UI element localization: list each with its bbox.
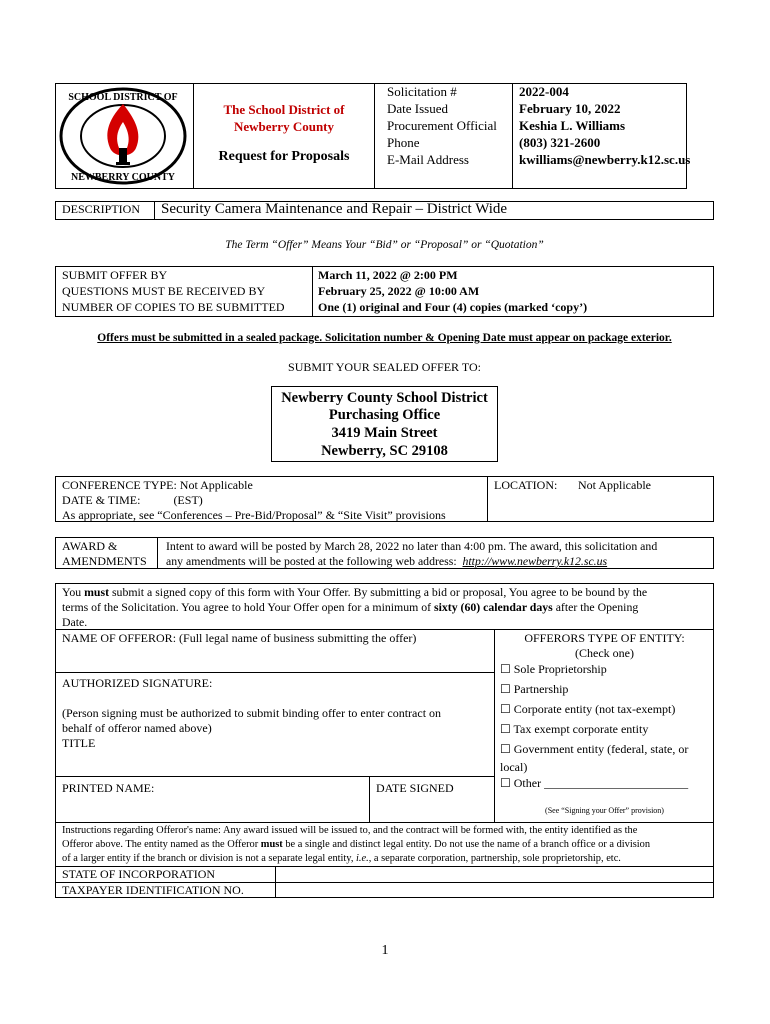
conference-note: As appropriate, see “Conferences – Pre-Bid/Proposal” & “Site Visit” provisions xyxy=(62,508,446,522)
field-value-solicitation: 2022-004 xyxy=(519,84,569,99)
entity-title: OFFERORS TYPE OF ENTITY: xyxy=(524,631,685,645)
entity-option-corporate[interactable]: ☐ Corporate entity (not tax-exempt) xyxy=(500,702,676,716)
award-url-link[interactable]: http://www.newberry.k12.sc.us xyxy=(462,554,608,568)
location-label: LOCATION: xyxy=(494,478,558,492)
field-value-phone: (803) 321-2600 xyxy=(519,135,601,150)
title-field[interactable] xyxy=(56,752,493,775)
district-name-line2: Newberry County xyxy=(233,119,334,134)
submit-to-heading: SUBMIT YOUR SEALED OFFER TO: xyxy=(288,360,481,374)
signing-note-line2: behalf of offeror named above) xyxy=(62,721,212,735)
offeror-name-field[interactable] xyxy=(56,648,493,671)
submit-offer-label: SUBMIT OFFER BY xyxy=(62,268,168,282)
field-label-procurement: Procurement Official xyxy=(387,118,497,133)
questions-value: February 25, 2022 @ 10:00 AM xyxy=(318,284,480,298)
state-of-incorporation-field[interactable] xyxy=(276,867,713,882)
award-text-2: any amendments will be posted at the following web address: http://www.newberry.k12.sc.us xyxy=(166,554,608,568)
offer-paragraph-line2: terms of the Solicitation. You agree to hold Your Offer open for a minimum of sixty (60) calendar days after the Opening xyxy=(62,600,639,614)
field-label-email: E-Mail Address xyxy=(387,152,469,167)
copies-value: One (1) original and Four (4) copies (marked ‘copy’) xyxy=(318,300,588,314)
field-value-procurement: Keshia L. Williams xyxy=(519,118,626,133)
questions-label: QUESTIONS MUST BE RECEIVED BY xyxy=(62,284,266,298)
conference-type: CONFERENCE TYPE: Not Applicable xyxy=(62,478,253,492)
description-value: Security Camera Maintenance and Repair – District Wide xyxy=(161,201,508,217)
sealed-notice: Offers must be submitted in a sealed package. Solicitation number & Opening Date must appear on package exterior. xyxy=(97,332,672,344)
entity-option-sole-proprietorship[interactable]: ☐ Sole Proprietorship xyxy=(500,662,607,676)
address-line2: Purchasing Office xyxy=(328,407,441,423)
instructions-line2: Offeror above. The entity named as the Offeror must be a single and distinct legal entity. Do not use the name of a branch office or a division xyxy=(62,839,651,850)
state-of-incorporation-label: STATE OF INCORPORATION xyxy=(62,867,216,881)
taxpayer-id-label: TAXPAYER IDENTIFICATION NO. xyxy=(62,883,244,897)
field-label-date-issued: Date Issued xyxy=(387,101,449,116)
address-line1: Newberry County School District xyxy=(281,390,488,406)
award-label-1: AWARD & xyxy=(62,539,118,553)
date-signed-field[interactable] xyxy=(370,797,493,821)
submit-offer-value: March 11, 2022 @ 2:00 PM xyxy=(318,268,458,282)
entity-footnote: (See “Signing your Offer” provision) xyxy=(545,806,664,815)
offer-paragraph-line3: Date. xyxy=(62,615,88,629)
instructions-line1: Instructions regarding Offeror's name: Any award issued will be issued to, and the contract will be formed with, the entity identified as the xyxy=(62,825,638,836)
field-label-phone: Phone xyxy=(387,135,420,150)
term-note: The Term “Offer” Means Your “Bid” or “Proposal” or “Quotation” xyxy=(225,239,544,251)
district-logo xyxy=(58,86,188,186)
district-name-line1: The School District of xyxy=(223,102,345,117)
offeror-name-label: NAME OF OFFEROR: (Full legal name of business submitting the offer) xyxy=(62,631,417,645)
entity-option-other[interactable]: ☐ Other ________________________ xyxy=(500,776,689,790)
award-label-2: AMENDMENTS xyxy=(62,554,147,568)
svg-text:NEWBERRY COUNTY: NEWBERRY COUNTY xyxy=(70,172,176,183)
description-label: DESCRIPTION xyxy=(62,202,141,216)
entity-option-partnership[interactable]: ☐ Partnership xyxy=(500,682,569,696)
copies-label: NUMBER OF COPIES TO BE SUBMITTED xyxy=(62,300,285,314)
entity-subtitle: (Check one) xyxy=(575,646,634,660)
conference-datetime: DATE & TIME: (EST) xyxy=(62,493,203,507)
svg-text:SCHOOL DISTRICT OF: SCHOOL DISTRICT OF xyxy=(68,92,178,103)
printed-name-label: PRINTED NAME: xyxy=(62,781,155,795)
entity-option-government[interactable]: ☐ Government entity (federal, state, or xyxy=(500,742,689,756)
entity-option-government-cont: local) xyxy=(500,760,528,774)
title-label: TITLE xyxy=(62,736,96,750)
page-number: 1 xyxy=(381,943,389,958)
field-label-solicitation: Solicitation # xyxy=(387,84,457,99)
location-value: Not Applicable xyxy=(578,478,651,492)
award-text-1: Intent to award will be posted by March 28, 2022 no later than 4:00 pm. The award, this solicitation and xyxy=(166,539,658,553)
entity-option-tax-exempt[interactable]: ☐ Tax exempt corporate entity xyxy=(500,722,649,736)
authorized-signature-field[interactable] xyxy=(56,692,493,704)
address-line3: 3419 Main Street xyxy=(331,425,438,441)
date-signed-label: DATE SIGNED xyxy=(376,781,454,795)
rfp-title: Request for Proposals xyxy=(218,149,350,164)
field-value-email: kwilliams@newberry.k12.sc.us xyxy=(519,152,691,167)
address-line4: Newberry, SC 29108 xyxy=(321,443,448,459)
authorized-signature-label: AUTHORIZED SIGNATURE: xyxy=(62,676,213,690)
printed-name-field[interactable] xyxy=(56,797,368,821)
instructions-line3: of a larger entity if the branch or division is not a separate legal entity, i.e., a separate corporation, partnership, sole proprietorship, etc. xyxy=(62,853,621,864)
signing-note-line1: (Person signing must be authorized to submit binding offer to enter contract on xyxy=(62,706,442,720)
offer-paragraph-line1: You must submit a signed copy of this form with Your Offer. By submitting a bid or proposal, You agree to be bound by the xyxy=(62,585,648,599)
field-value-date-issued: February 10, 2022 xyxy=(519,101,621,116)
taxpayer-id-field[interactable] xyxy=(276,883,713,897)
